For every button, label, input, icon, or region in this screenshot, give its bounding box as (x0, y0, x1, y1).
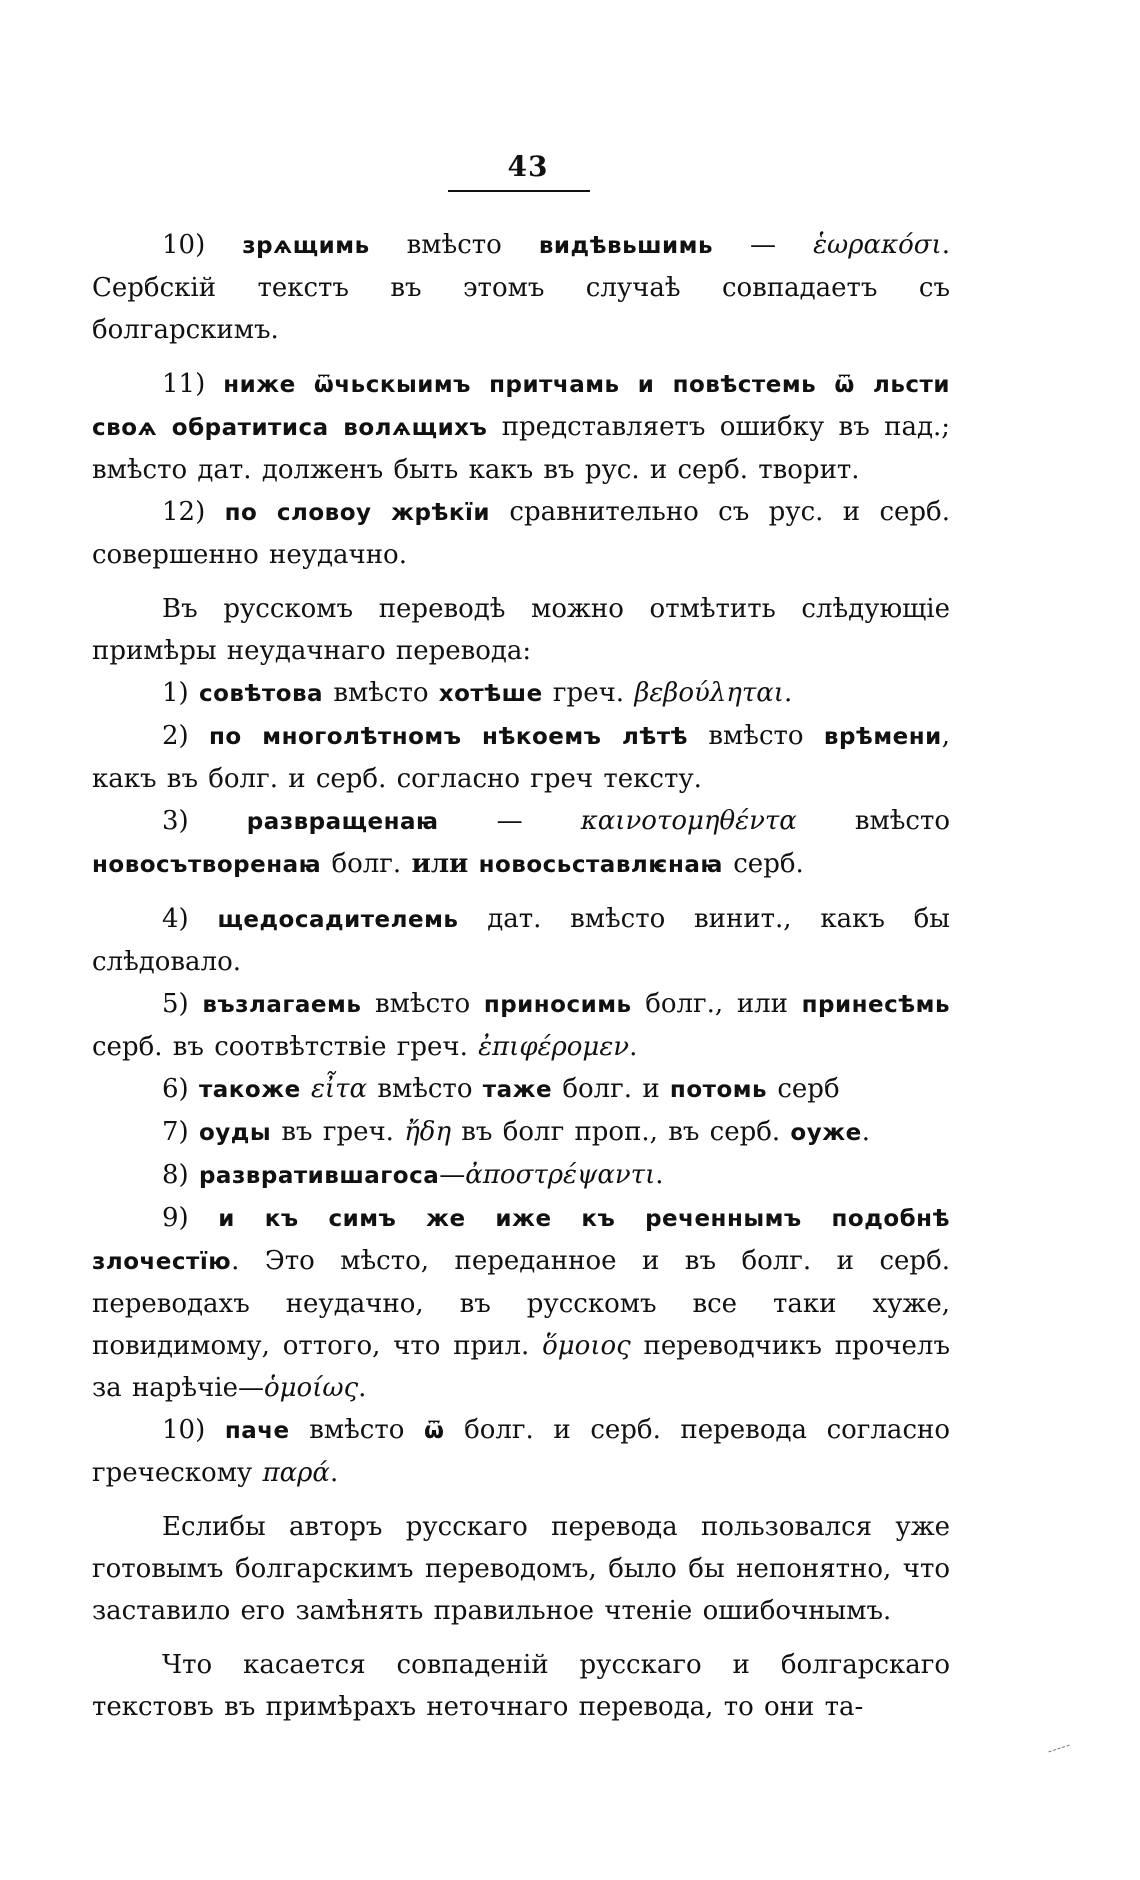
text-run: вмѣсто (289, 1415, 424, 1445)
text-run: Что касается совпаденій русскаго и болгарскаго текстовъ въ примѣрахъ неточнаго перевода, то они та- (92, 1650, 950, 1722)
slavonic-quote: ѿ (423, 1418, 445, 1444)
greek-word: ἀποστρέψαντι (465, 1160, 656, 1190)
text-run: болг. и (552, 1074, 670, 1104)
slavonic-quote: хотѣше (438, 681, 543, 707)
text-run: вмѣсто (688, 721, 824, 751)
paragraph-item-10-pache (92, 1409, 950, 1494)
slavonic-quote: оуже (790, 1120, 862, 1146)
greek-word: καινοτομηθέντα (580, 806, 797, 836)
paragraph-item-10-zrashchim (92, 224, 950, 351)
paragraph-item-6-takozhe (92, 1068, 950, 1111)
text-run: . (783, 678, 793, 708)
text-run: — (438, 806, 581, 836)
text-run: серб. въ соотвѣтствіе греч. (92, 1032, 479, 1062)
text-run: Еслибы авторъ русскаго перевода пользовался уже готовымъ болгарскимъ переводомъ, было бы непонятно, что заставило его замѣнять правильное чтеніе ошибочнымъ. (92, 1512, 950, 1626)
text-run: болг., или (631, 989, 802, 1019)
greek-word: ἐπιφέρομεν (478, 1032, 630, 1062)
text-run: болг. (321, 849, 412, 879)
text-run: . Сербскій текстъ въ этомъ случаѣ совпадаетъ съ болгарскимъ. (92, 230, 950, 345)
header-rule (448, 190, 590, 192)
slavonic-quote: щедосадителемь (217, 907, 459, 933)
text-run: переводчикъ прочелъ за нарѣчіе— (92, 1331, 950, 1403)
paragraph-item-7-oudy (92, 1111, 950, 1154)
text-run: вмѣсто (323, 678, 439, 708)
text-run: . (358, 1373, 367, 1403)
text-run: 12) (162, 497, 225, 527)
paragraph-item-12-po-slovou (92, 491, 950, 576)
text-run: , какъ въ болг. и серб. согласно греч тексту. (92, 721, 951, 794)
text-run: вмѣсто (361, 989, 484, 1019)
paragraph-item-8-razvrativshagosa (92, 1154, 950, 1197)
paragraph-russian-translation-intro (92, 588, 950, 672)
text-run: 10) (162, 230, 243, 260)
greek-word: ἑωρακόσι (813, 230, 942, 260)
slavonic-quote: по многолѣтномъ нѣкоемъ лѣтѣ (209, 724, 689, 750)
greek-word: εἶτα (310, 1074, 368, 1104)
slavonic-quote: такоже (198, 1077, 301, 1103)
text-run: — (713, 230, 814, 260)
text-run: 3) (162, 806, 247, 836)
paragraph-item-3-razvrashchenaya (92, 800, 950, 886)
slavonic-quote: по словоу жрѣкїи (224, 500, 491, 526)
text-run: вмѣсто (796, 806, 951, 836)
paragraph-chto-kasaetsya (92, 1644, 950, 1728)
slavonic-quote: зрѧщимь (242, 233, 370, 259)
paragraph-eslibi-avtor (92, 1506, 950, 1632)
text-run: 9) (162, 1203, 219, 1233)
text-run: 11) (162, 369, 224, 399)
greek-word: παρά (262, 1458, 330, 1488)
paragraph-item-1-sovetova (92, 672, 950, 715)
slavonic-quote: оуды (198, 1120, 272, 1146)
paragraph-item-4-shchedosaditelem (92, 898, 950, 983)
greek-word: βεβούληται (634, 678, 784, 708)
paragraph-item-9-i-k-sim (92, 1197, 950, 1409)
text-run (301, 1074, 311, 1104)
text-run: 8) (162, 1160, 199, 1190)
page-number: 43 (507, 150, 549, 183)
text-run (468, 849, 478, 879)
greek-word: ἤδη (404, 1117, 452, 1147)
text-run: . Это мѣсто, переданное и въ болг. и серб. переводахъ неудачно, въ русскомъ все таки хуже, повидимому, оттого, что прил. (92, 1246, 950, 1361)
slavonic-quote: совѣтова (198, 681, 324, 707)
text-run: 4) (162, 904, 218, 934)
body-text (92, 224, 950, 1728)
margin-mark (1048, 1745, 1069, 1753)
text-run: или (411, 849, 469, 879)
text-run: дат. вмѣсто винит., какъ бы слѣдовало. (92, 904, 950, 977)
text-run: болг. и серб. перевода согласно греческому (92, 1415, 950, 1488)
text-run: 1) (162, 678, 199, 708)
slavonic-quote: развращенаꙗ (246, 809, 439, 835)
text-run: серб (767, 1074, 840, 1104)
text-run: вмѣсто (369, 230, 539, 260)
text-run: 2) (162, 721, 210, 751)
text-run: . (655, 1160, 664, 1190)
text-run: представляетъ ошибку въ пад.; вмѣсто дат. долженъ быть какъ въ рус. и серб. творит. (92, 412, 950, 485)
text-run: въ греч. (271, 1117, 405, 1147)
greek-word: ὁμοίως (264, 1373, 359, 1403)
text-run: вмѣсто (367, 1074, 483, 1104)
slavonic-quote: потомь (669, 1077, 768, 1103)
slavonic-quote: принесѣмь (801, 992, 951, 1018)
slavonic-quote: паче (224, 1418, 290, 1444)
slavonic-quote: новосьставлѥнаꙗ (478, 852, 723, 878)
text-run: греч. (542, 678, 635, 708)
slavonic-quote: приносимь (483, 992, 632, 1018)
paragraph-item-5-vzlagaem (92, 983, 950, 1068)
slavonic-quote: видѣвьшимь (538, 233, 713, 259)
text-run: серб. (722, 849, 804, 879)
greek-word: ὅμοιος (542, 1331, 631, 1361)
text-run: 10) (162, 1415, 225, 1445)
text-run: въ болг проп., въ серб. (451, 1117, 791, 1147)
text-run: . (329, 1458, 339, 1488)
slavonic-quote: ниже ѿчьскыимъ притчамь и повѣстемь ѿ льсти своѧ обратитиса волѧщихъ (92, 372, 950, 441)
text-run: . (861, 1117, 870, 1147)
text-run: Въ русскомъ переводѣ можно отмѣтить слѣдующіе примѣры неудачнаго перевода: (92, 594, 950, 666)
slavonic-quote: новосътворенаꙗ (92, 852, 322, 878)
paragraph-item-2-po-mnogoletnom (92, 715, 950, 800)
slavonic-quote: и къ симъ же иже къ реченнымъ подобнѣ злочестїю (92, 1206, 950, 1275)
text-run: 6) (162, 1074, 199, 1104)
text-run: — (439, 1160, 466, 1190)
paragraph-item-11-nizhe (92, 363, 950, 491)
slavonic-quote: развратившагоса (198, 1163, 440, 1189)
text-run: 5) (162, 989, 203, 1019)
slavonic-quote: таже (482, 1077, 553, 1103)
text-run: сравнительно съ рус. и серб. совершенно неудачно. (92, 497, 950, 570)
text-run: 7) (162, 1117, 199, 1147)
slavonic-quote: врѣмени (823, 724, 942, 750)
text-run: . (629, 1032, 638, 1062)
slavonic-quote: възлагаемь (202, 992, 362, 1018)
